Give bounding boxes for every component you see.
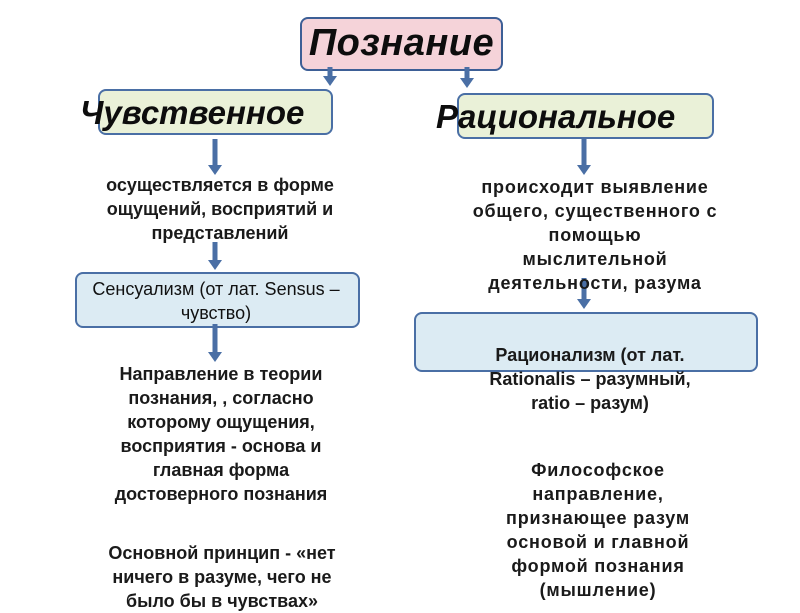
arrow-title-to-sensory (323, 67, 337, 86)
page-title: Познание (308, 22, 495, 64)
sensory-description: осуществляется в форме ощущений, восприятий и представлений (106, 175, 334, 243)
rational-heading: Рациональное (436, 98, 676, 135)
arrow-description-to-sensualism (208, 242, 222, 270)
rationalism-text: Рационализм (от лат. Rationalis – разумный, ratio – разум) (489, 345, 691, 413)
rationalism-definition: Философское направление, признающее разум основой и главной формой познания (мышление) (506, 460, 690, 600)
arrow-sensualism-to-definition (208, 324, 222, 362)
sensualism-principle: Основной принцип - «нет ничего в разуме, чего не было бы в чувствах» (108, 543, 336, 611)
arrow-title-to-rational (460, 67, 474, 88)
sensualism-text: Сенсуализм (от лат. Sensus – чувство) (92, 279, 340, 323)
sensory-heading: Чувственное (80, 94, 305, 131)
arrow-rational-to-description (577, 137, 591, 175)
arrow-sensory-to-description (208, 139, 222, 175)
sensualism-definition: Направление в теории познания, , согласно которому ощущения, восприятия - основа и главная форма достоверного познания (114, 364, 328, 504)
rational-description: происходит выявление общего, существенного с помощью мыслительной деятельности, разума (472, 177, 718, 293)
